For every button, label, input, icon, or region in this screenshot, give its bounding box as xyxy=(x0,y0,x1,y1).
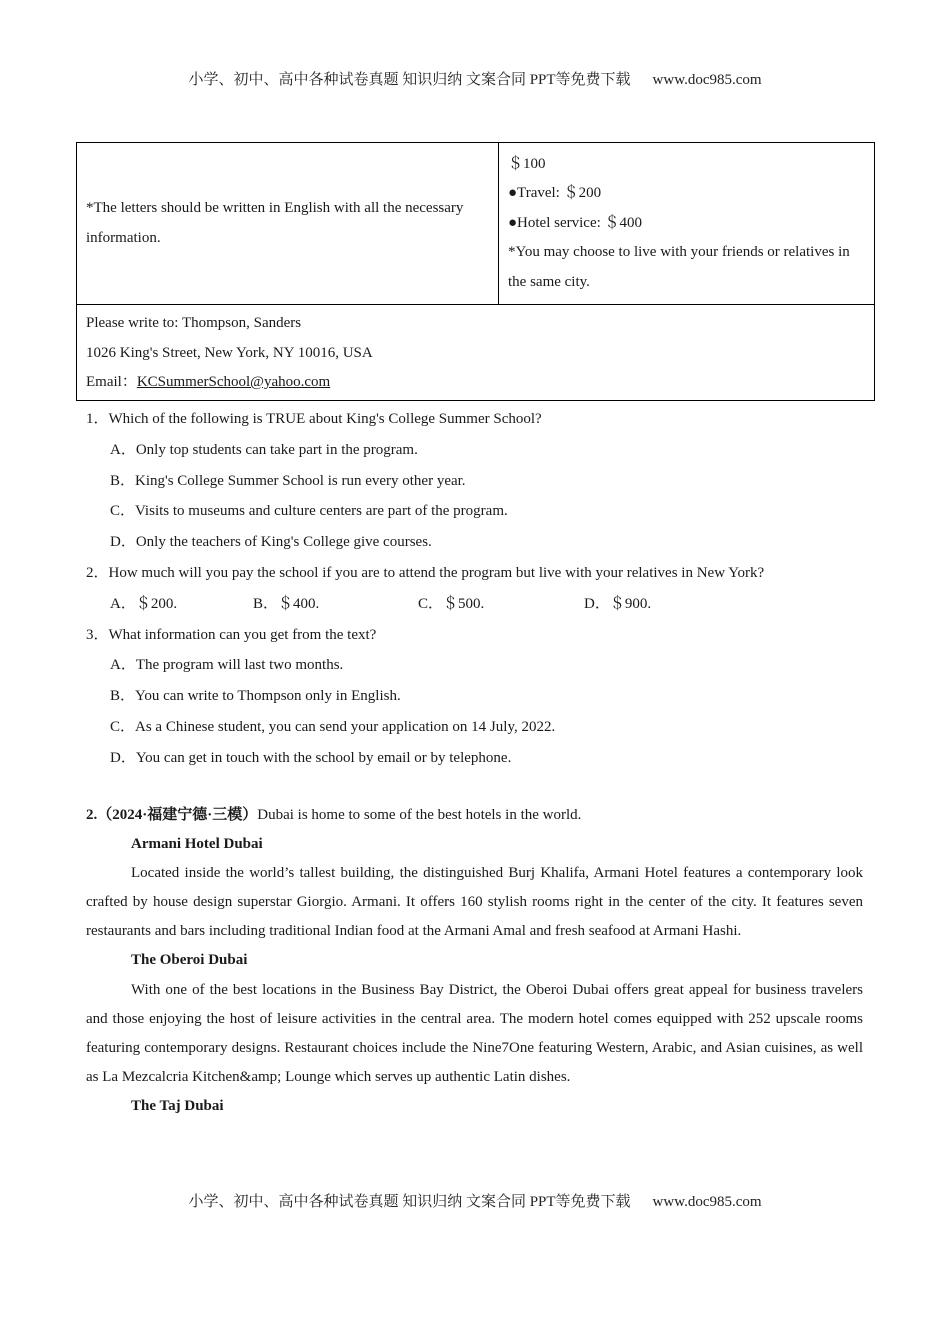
page-header xyxy=(0,68,950,89)
letter-note: *The letters should be written in English with all the necessary information. xyxy=(86,200,464,246)
q2-option-d: D．＄900. xyxy=(584,595,652,612)
q3-option-b: B．You can write to Thompson only in English. xyxy=(110,688,401,705)
hotel-2-title: The Oberoi Dubai xyxy=(131,952,248,969)
page-footer xyxy=(0,1190,950,1211)
q1-option-c: C．Visits to museums and culture centers are part of the program. xyxy=(110,503,508,520)
q2-option-c: C．＄500. xyxy=(418,595,485,612)
header-url[interactable]: www.doc985.com xyxy=(652,72,762,88)
header-text: 小学、初中、高中各种试卷真题 知识归纳 文案合同 PPT等免费下载 xyxy=(188,72,631,88)
hotel-3-title: The Taj Dubai xyxy=(131,1097,224,1114)
hotel-1-desc: Located inside the world’s tallest building, the distinguished Burj Khalifa, Armani Hotel features a contemporary look crafted by house design superstar Giorgio. Armani. It offers 160 stylish rooms right in the center of the city. It features seven restaurants and bars including traditional Indian food at the Armani Amal and fresh seafood at Armani Hashi. xyxy=(86,865,863,940)
fee-base: ＄100 xyxy=(508,155,546,172)
q1-option-a: A．Only top students can take part in the program. xyxy=(110,441,418,458)
fee-note: *You may choose to live with your friends or relatives in the same city. xyxy=(508,244,850,290)
q3-option-a: A．The program will last two months. xyxy=(110,657,344,674)
q2-option-a: A．＄200. xyxy=(110,595,178,612)
email-link[interactable]: KCSummerSchool@yahoo.com xyxy=(136,374,331,390)
letter-note-cell xyxy=(77,143,499,305)
email-label: Email： xyxy=(86,374,137,390)
hotel-2-desc: With one of the best locations in the Business Bay District, the Oberoi Dubai offers great appeal for business travelers and those enjoying the host of leisure activities in the central area. The modern hotel comes equipped with 252 upscale rooms featuring contemporary designs. Restaurant choices include the Nine7One featuring Western, Arabic, and Asian cuisines, as well as La Mezcalcria Kitchen&amp; Lounge which serves up authentic Latin dishes. xyxy=(86,981,863,1085)
question-1: 1．Which of the following is TRUE about King's College Summer School? xyxy=(86,411,542,427)
contact-name: Please write to: Thompson, Sanders xyxy=(86,315,302,331)
q3-option-c: C．As a Chinese student, you can send your application on 14 July, 2022. xyxy=(110,718,556,735)
contact-email-line xyxy=(86,368,865,398)
program-info-table xyxy=(76,142,875,401)
contact-cell xyxy=(77,305,875,401)
questions xyxy=(86,404,866,774)
hotel-1-title: Armani Hotel Dubai xyxy=(131,836,263,853)
q2-options xyxy=(86,589,866,620)
fee-travel: ●Travel: ＄200 xyxy=(508,185,602,202)
passage-intro-text: Dubai is home to some of the best hotels in the world. xyxy=(257,807,582,823)
passage-source: 2.（2024·福建宁德·三模） xyxy=(86,807,258,823)
footer-text: 小学、初中、高中各种试卷真题 知识归纳 文案合同 PPT等免费下载 xyxy=(188,1194,631,1210)
question-2: 2．How much will you pay the school if you are to attend the program but live with your relatives in New York? xyxy=(86,564,765,581)
footer-url[interactable]: www.doc985.com xyxy=(652,1194,762,1210)
q3-option-d: D．You can get in touch with the school by email or by telephone. xyxy=(110,749,512,766)
question-3: 3．What information can you get from the text? xyxy=(86,626,377,643)
contact-address: 1026 King's Street, New York, NY 10016, USA xyxy=(86,344,373,361)
reading-passage xyxy=(86,801,863,1121)
passage-intro xyxy=(86,801,863,830)
fee-hotel: ●Hotel service: ＄400 xyxy=(508,214,643,231)
q1-option-b: B．King's College Summer School is run every other year. xyxy=(110,472,466,489)
fees-cell xyxy=(499,143,875,305)
q1-option-d: D．Only the teachers of King's College give courses. xyxy=(110,534,432,551)
q2-option-b: B．＄400. xyxy=(253,595,320,612)
